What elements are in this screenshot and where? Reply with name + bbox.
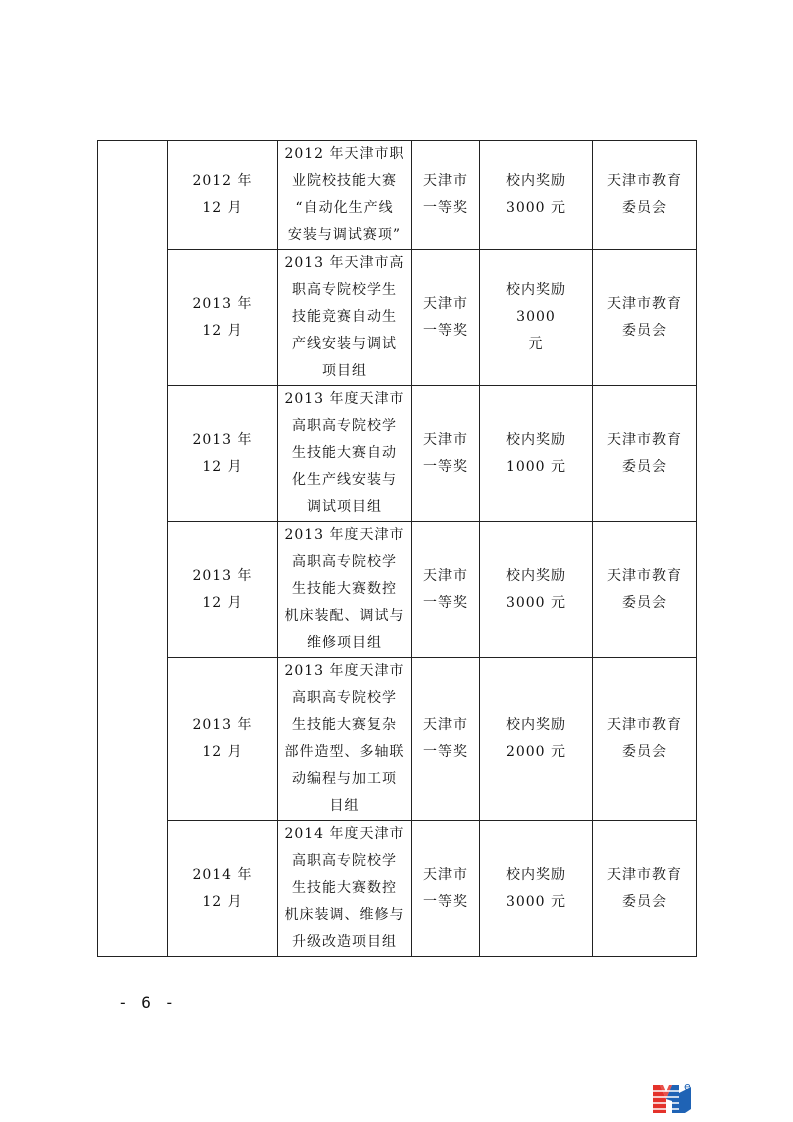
date-cell-line: 12 月 (202, 200, 243, 216)
project-cell (278, 821, 412, 957)
project-cell-line: “自动化生产线 (295, 200, 394, 216)
merged-blank-cell (98, 141, 168, 957)
project-cell-line: 安装与调试赛项” (287, 227, 402, 243)
reward-cell-line: 3000 元 (505, 200, 567, 216)
reward-cell-line: 元 (528, 336, 544, 352)
project-cell (278, 522, 412, 658)
reward-cell (480, 386, 593, 522)
issuer-cell-line: 天津市教育 (607, 717, 682, 733)
date-cell-line: 12 月 (202, 594, 243, 611)
table-row (98, 821, 697, 957)
reward-cell (480, 522, 593, 658)
project-cell-line: 目组 (329, 798, 360, 814)
project-cell-line: 高职高专院校学 (292, 690, 397, 706)
date-cell-line: 12 月 (202, 893, 243, 910)
issuer-cell-line: 委员会 (622, 893, 667, 910)
issuer-cell-line: 天津市教育 (607, 567, 682, 584)
awards-table (97, 140, 697, 957)
award-level-cell-line: 天津市 (423, 431, 468, 448)
date-cell (168, 386, 278, 522)
project-cell-line: 高职高专院校学 (292, 418, 397, 434)
project-cell (278, 386, 412, 522)
project-cell-line: 化生产线安装与 (292, 472, 397, 488)
reward-cell-line: 1000 元 (505, 458, 567, 475)
project-cell-line: 产线安装与调试 (292, 336, 397, 352)
issuer-cell-line: 委员会 (622, 200, 667, 216)
logo-e-shape (679, 1080, 691, 1113)
reward-cell (480, 250, 593, 386)
awards-table-body (98, 141, 697, 957)
date-cell-line: 2013 年 (192, 431, 253, 448)
date-cell-line: 2013 年 (192, 717, 253, 733)
reward-cell-line: 2000 元 (505, 744, 567, 760)
project-cell-line: 项目组 (322, 363, 367, 379)
award-level-cell (412, 141, 480, 250)
award-level-cell-line: 一等奖 (423, 893, 468, 910)
award-level-cell (412, 386, 480, 522)
reward-cell-line: 3000 元 (505, 893, 567, 910)
issuer-cell (593, 250, 697, 386)
project-cell (278, 658, 412, 821)
project-cell-line: 生技能大赛数控 (292, 880, 397, 896)
project-cell-line: 调试项目组 (307, 499, 382, 515)
project-cell-line: 高职高专院校学 (292, 853, 397, 869)
date-cell (168, 250, 278, 386)
award-level-cell-line: 一等奖 (423, 744, 468, 760)
award-level-cell (412, 522, 480, 658)
reward-cell (480, 821, 593, 957)
reward-cell-line: 3000 元 (505, 594, 567, 611)
reward-cell-line: 校内奖励 (506, 717, 566, 733)
date-cell (168, 821, 278, 957)
project-cell-line: 2012 年天津市职 (284, 146, 405, 162)
award-level-cell-line: 天津市 (423, 567, 468, 584)
issuer-cell-line: 天津市教育 (607, 431, 682, 448)
project-cell-line: 技能竞赛自动生 (292, 309, 397, 325)
project-cell-line: 维修项目组 (307, 635, 382, 651)
table-row (98, 141, 697, 250)
date-cell (168, 658, 278, 821)
date-cell (168, 141, 278, 250)
issuer-cell-line: 天津市教育 (607, 295, 682, 312)
reward-cell-line: 校内奖励 (506, 431, 566, 448)
issuer-cell-line: 委员会 (622, 458, 667, 475)
project-cell-line: 升级改造项目组 (292, 934, 397, 950)
page-number: - 6 - (118, 993, 177, 1012)
project-cell-line: 高职高专院校学 (292, 554, 397, 570)
issuer-cell-line: 委员会 (622, 744, 667, 760)
me-logo-icon (651, 1079, 693, 1115)
award-level-cell (412, 658, 480, 821)
table-row (98, 386, 697, 522)
project-cell-line: 职高专院校学生 (292, 282, 397, 298)
award-level-cell-line: 一等奖 (423, 594, 468, 611)
reward-cell-line: 校内奖励 (506, 866, 566, 883)
project-cell-line: 2013 年度天津市 (284, 527, 405, 543)
project-cell-line: 机床装配、调试与 (284, 608, 405, 624)
issuer-cell-line: 委员会 (622, 322, 667, 339)
award-level-cell-line: 天津市 (423, 295, 468, 312)
issuer-cell-line: 天津市教育 (607, 866, 682, 883)
reward-cell (480, 141, 593, 250)
award-level-cell-line: 天津市 (423, 717, 468, 733)
logo-m-shape (653, 1085, 679, 1113)
issuer-cell (593, 386, 697, 522)
date-cell-line: 12 月 (202, 458, 243, 475)
award-level-cell-line: 天津市 (423, 173, 468, 189)
award-level-cell-line: 一等奖 (423, 200, 468, 216)
project-cell-line: 2013 年度天津市 (284, 663, 405, 679)
project-cell-line: 2013 年度天津市 (284, 391, 405, 407)
issuer-cell (593, 522, 697, 658)
table-row (98, 250, 697, 386)
date-cell-line: 2013 年 (192, 567, 253, 584)
date-cell-line: 2013 年 (192, 295, 253, 312)
award-level-cell (412, 821, 480, 957)
issuer-cell (593, 821, 697, 957)
issuer-cell (593, 658, 697, 821)
table-row (98, 522, 697, 658)
reward-cell-line: 校内奖励 (506, 173, 566, 189)
award-level-cell-line: 天津市 (423, 866, 468, 883)
date-cell-line: 2012 年 (192, 173, 253, 189)
date-cell-line: 12 月 (202, 322, 243, 339)
award-level-cell (412, 250, 480, 386)
project-cell-line: 2013 年天津市高 (284, 255, 405, 271)
project-cell-line: 机床装调、维修与 (284, 907, 405, 923)
project-cell-line: 2014 年度天津市 (284, 826, 405, 842)
project-cell-line: 生技能大赛自动 (292, 445, 397, 461)
date-cell-line: 12 月 (202, 744, 243, 760)
project-cell-line: 生技能大赛数控 (292, 581, 397, 597)
table-row (98, 658, 697, 821)
reward-cell (480, 658, 593, 821)
project-cell (278, 250, 412, 386)
svg-text:e: e (684, 1080, 691, 1093)
date-cell-line: 2014 年 (192, 866, 253, 883)
reward-cell-line: 校内奖励 (506, 567, 566, 584)
reward-cell-line: 校内奖励 3000 (506, 282, 566, 325)
project-cell-line: 部件造型、多轴联 (284, 744, 405, 760)
issuer-cell-line: 委员会 (622, 594, 667, 611)
project-cell-line: 生技能大赛复杂 (292, 717, 397, 733)
issuer-cell (593, 141, 697, 250)
project-cell-line: 动编程与加工项 (292, 771, 397, 787)
date-cell (168, 522, 278, 658)
issuer-cell-line: 天津市教育 (607, 173, 682, 189)
award-level-cell-line: 一等奖 (423, 322, 468, 339)
project-cell-line: 业院校技能大赛 (292, 173, 397, 189)
project-cell (278, 141, 412, 250)
award-level-cell-line: 一等奖 (423, 458, 468, 475)
